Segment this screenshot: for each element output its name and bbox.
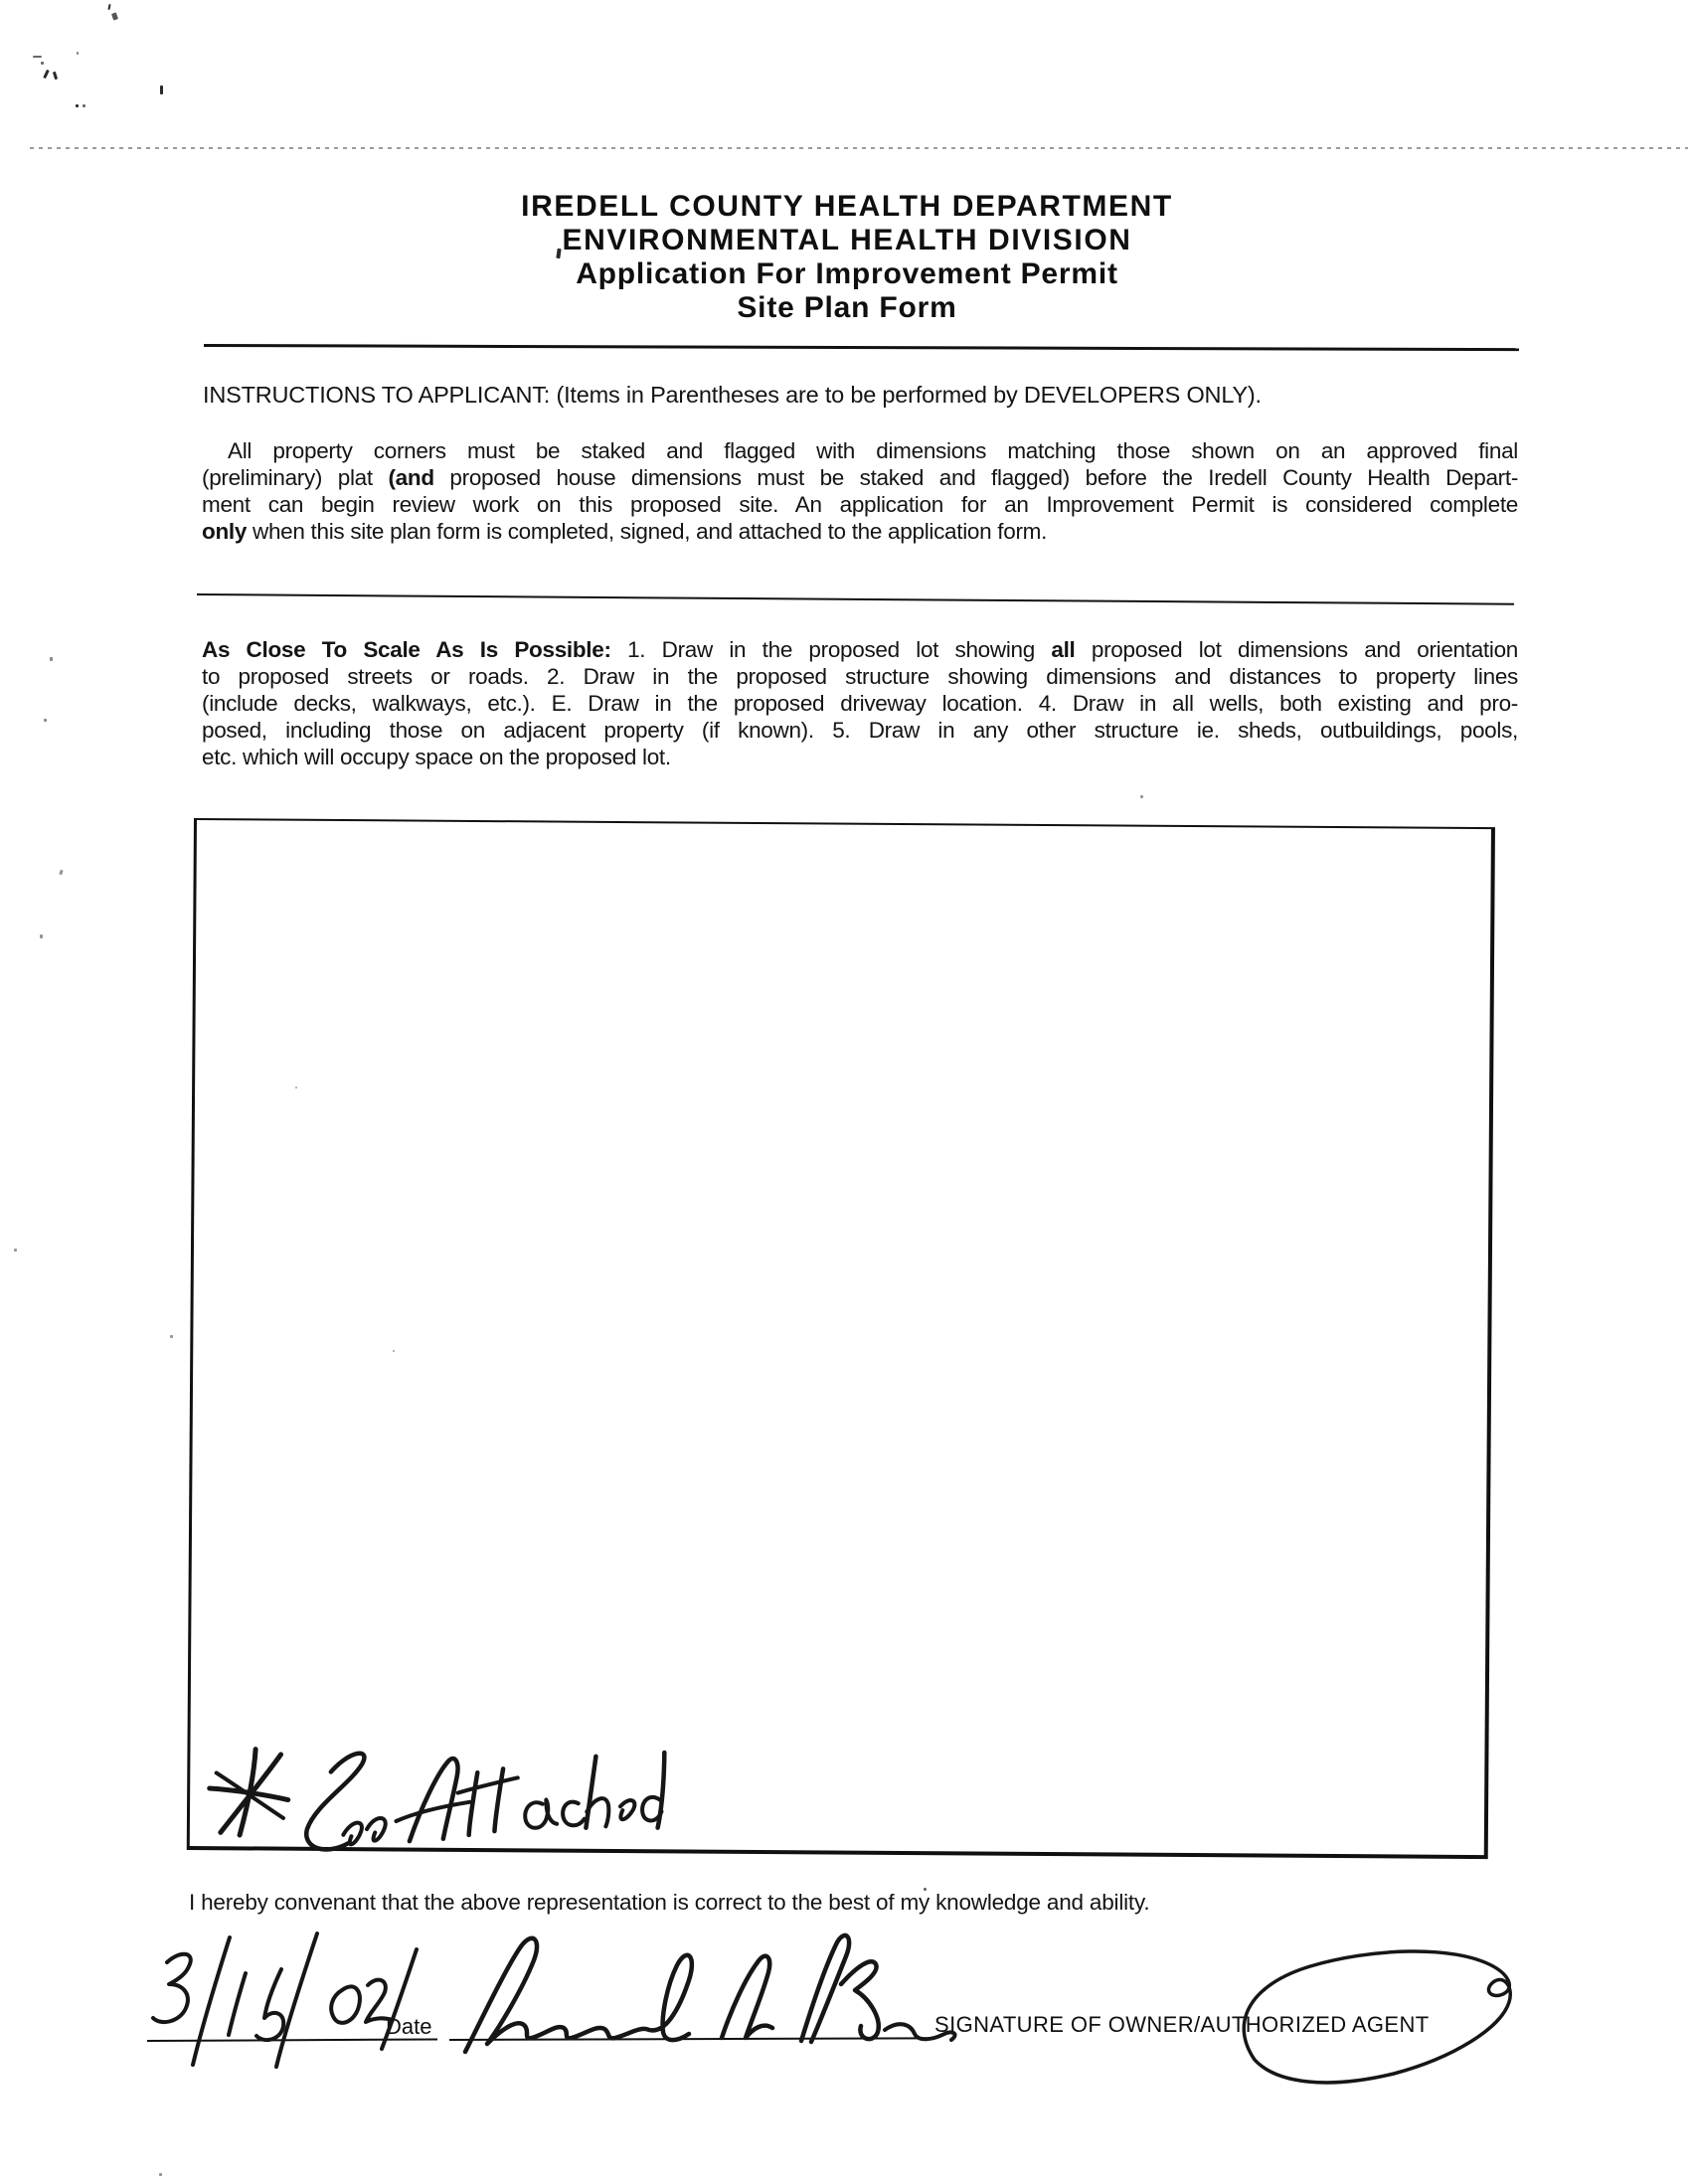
section-divider-rule — [197, 593, 1514, 605]
paragraph-line — [202, 437, 1518, 464]
paragraph-line — [202, 717, 1518, 744]
paragraph-line — [202, 663, 1518, 690]
scan-artifact — [53, 72, 58, 81]
text: proposed lot dimensions and orientation — [1075, 637, 1519, 662]
scan-artifact — [44, 719, 47, 722]
signature-stroke — [801, 1935, 849, 2042]
bold-text: only — [202, 519, 248, 544]
text: to proposed streets or roads. 2. Draw in the proposed structure showing dimensions and distances to property lines — [202, 664, 1518, 689]
scan-artifact — [160, 85, 163, 94]
bold-text: As Close To Scale As Is Possible: — [202, 637, 611, 662]
scan-artifact — [107, 4, 110, 10]
scan-artifact — [76, 104, 79, 107]
text: posed, including those on adjacent property (if known). 5. Draw in any other structure ie. sheds, outbuildings, pools, — [202, 718, 1518, 743]
handwritten-date — [153, 1933, 417, 2067]
scan-artifact — [59, 870, 64, 876]
signature-blank-line — [449, 2037, 929, 2041]
instructions-paragraph — [202, 437, 1518, 545]
digit-stroke — [256, 1969, 283, 2040]
bold-text: (and — [388, 465, 434, 490]
paragraph-line — [202, 464, 1518, 491]
text: etc. which will occupy space on the proposed lot. — [202, 745, 671, 769]
digit-stroke — [229, 1973, 246, 2035]
header-rule — [204, 344, 1519, 351]
digit-stroke — [153, 1954, 191, 2022]
scan-artifact — [41, 62, 44, 65]
scan-artifact — [1140, 795, 1143, 798]
scan-artifact — [111, 12, 118, 20]
paragraph-line — [202, 518, 1518, 545]
bold-text: all — [1051, 637, 1076, 662]
signature-label: SIGNATURE OF OWNER/AUTHORIZED AGENT — [934, 2012, 1430, 2037]
header-form-title: Application For Improvement Permit — [576, 257, 1118, 290]
scan-artifact — [33, 56, 42, 58]
digit-stroke — [193, 1937, 230, 2065]
header-form-subtitle: Site Plan Form — [737, 291, 957, 324]
scan-artifact — [43, 70, 50, 79]
site-plan-drawing-box — [187, 818, 1495, 1859]
paragraph-line — [202, 491, 1518, 518]
text: All property corners must be staked and flagged with dimensions matching those shown on an approved final — [228, 438, 1518, 463]
text: 1. Draw in the proposed lot showing — [610, 637, 1052, 662]
digit-stroke — [276, 1933, 317, 2067]
top-dotted-rule — [30, 147, 1688, 149]
text: ment can begin review work on this proposed site. An application for an Improvement Permit is considered complete — [202, 492, 1518, 517]
instructions-heading: INSTRUCTIONS TO APPLICANT: (Items in Parentheses are to be performed by DEVELOPERS ONLY). — [203, 382, 1262, 408]
signature-stroke — [841, 1961, 879, 2039]
digit-stroke — [331, 1986, 360, 2022]
text: (include decks, walkways, etc.). E. Draw in the proposed driveway location. 4. Draw in all wells, both existing and pro- — [202, 691, 1518, 716]
text: proposed house dimensions must be staked and flagged) before the Iredell County Health Depart- — [433, 465, 1519, 490]
handwritten-signature — [465, 1935, 955, 2052]
date-label: Date — [386, 2014, 432, 2039]
scan-artifact — [170, 1335, 173, 1338]
signature-stroke — [465, 1938, 692, 2052]
paragraph-line — [202, 636, 1518, 663]
scan-artifact — [159, 2173, 162, 2176]
paragraph-line — [202, 744, 1518, 770]
scan-artifact — [83, 104, 85, 107]
scan-artifact — [40, 934, 43, 938]
form-header — [0, 190, 1694, 325]
text: when this site plan form is completed, signed, and attached to the application form. — [247, 519, 1048, 544]
scan-artifact — [77, 52, 79, 55]
scale-instructions-paragraph — [202, 636, 1518, 770]
scan-artifact — [14, 1249, 17, 1252]
header-department: IREDELL COUNTY HEALTH DEPARTMENT — [521, 190, 1173, 223]
paragraph-line — [202, 690, 1518, 717]
signature-stroke — [722, 1956, 772, 2038]
text: (preliminary) plat — [202, 465, 389, 490]
header-division: ENVIRONMENTAL HEALTH DIVISION — [562, 224, 1132, 256]
covenant-statement: I hereby convenant that the above representation is correct to the best of my knowledge and ability. — [189, 1890, 1150, 1915]
scan-artifact — [50, 657, 53, 661]
